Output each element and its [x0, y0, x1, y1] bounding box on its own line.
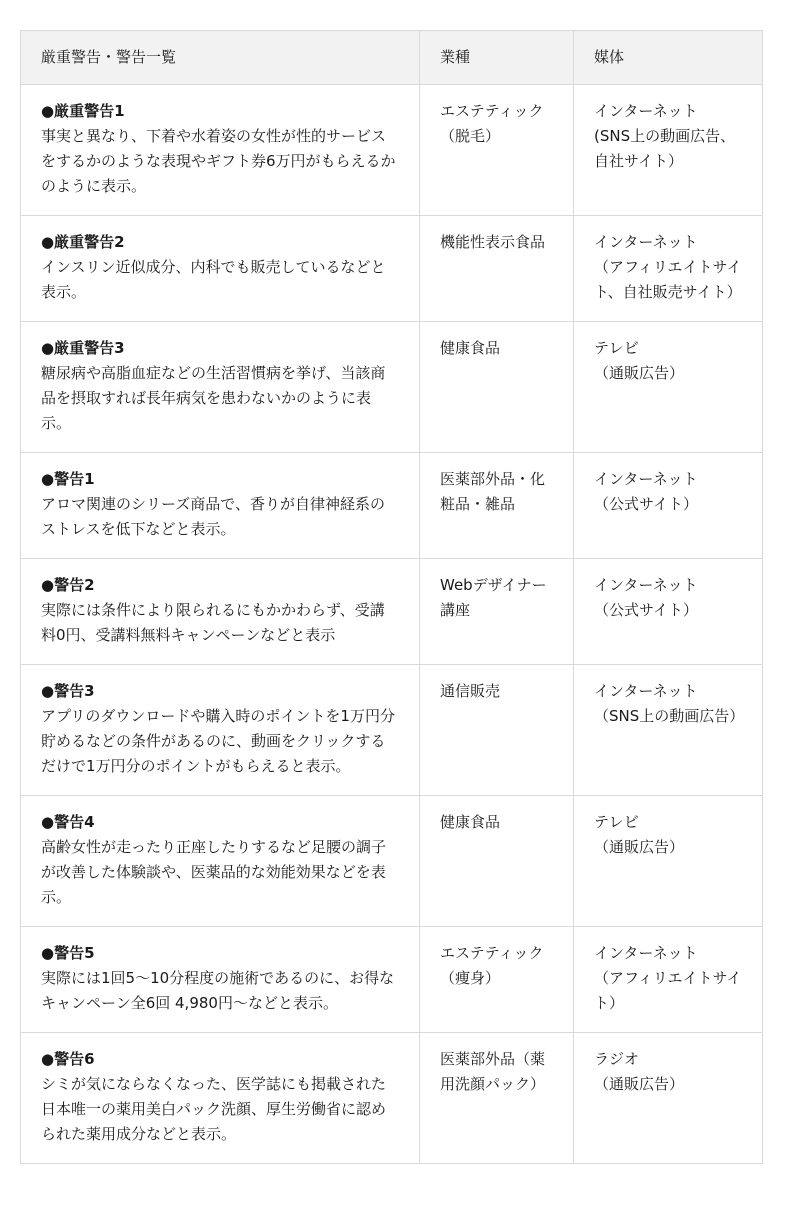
media-text: テレビ （通販広告） — [594, 339, 685, 382]
industry-cell — [420, 216, 574, 322]
warning-description: 実際には1回5〜10分程度の施術であるのに、お得なキャンペーン全6回 4,980円〜などと表示。 — [41, 969, 395, 1012]
table-row — [21, 665, 763, 796]
bullet-icon: ● — [41, 682, 55, 700]
warning-description: 糖尿病や高脂血症などの生活習慣病を挙げ、当該商品を摂取すれば長年病気を患わないかのように表示。 — [41, 364, 386, 432]
warning-description: 事実と異なり、下着や水着姿の女性が性的サービスをするかのような表現やギフト券6万円がもらえるかのように表示。 — [41, 127, 396, 195]
warning-description: 実際には条件により限られるにもかかわらず、受講料0円、受講料無料キャンペーンなどと表示 — [41, 601, 385, 644]
industry-text: 機能性表示食品 — [440, 233, 546, 251]
table-row — [21, 216, 763, 322]
warning-cell — [21, 1033, 420, 1164]
table-row — [21, 927, 763, 1033]
media-text: インターネット （公式サイト） — [594, 470, 698, 513]
warning-cell — [21, 453, 420, 559]
industry-cell — [420, 927, 574, 1033]
bullet-icon: ● — [41, 339, 55, 357]
media-text: インターネット （公式サイト） — [594, 576, 698, 619]
industry-text: エステティック （痩身） — [440, 944, 544, 987]
warning-cell — [21, 665, 420, 796]
warning-cell — [21, 927, 420, 1033]
bullet-icon: ● — [41, 470, 55, 488]
warning-description: 高齢女性が走ったり正座したりするなど足腰の調子が改善した体験談や、医薬品的な効能効果などを表示。 — [41, 838, 387, 906]
warning-description: シミが気にならなくなった、医学誌にも掲載された日本唯一の薬用美白パック洗顔、厚生労働省に認められた薬用成分などと表示。 — [41, 1075, 387, 1143]
warning-cell — [21, 216, 420, 322]
bullet-icon: ● — [41, 102, 55, 120]
bullet-icon: ● — [41, 813, 55, 831]
warning-cell — [21, 796, 420, 927]
media-text: ラジオ （通販広告） — [594, 1050, 685, 1093]
table-row — [21, 559, 763, 665]
industry-text: 健康食品 — [440, 339, 501, 357]
media-cell — [574, 453, 763, 559]
table-row — [21, 1033, 763, 1164]
media-cell — [574, 216, 763, 322]
warning-title: ●警告6 — [41, 1050, 95, 1068]
media-cell — [574, 665, 763, 796]
industry-cell — [420, 1033, 574, 1164]
warning-title: ●警告4 — [41, 813, 95, 831]
media-cell — [574, 796, 763, 927]
header-warning-list: 厳重警告・警告一覧 — [21, 31, 420, 85]
warning-title: ●厳重警告3 — [41, 339, 125, 357]
industry-cell — [420, 85, 574, 216]
table-row — [21, 453, 763, 559]
industry-cell — [420, 453, 574, 559]
warning-list-table — [20, 30, 763, 1164]
header-industry: 業種 — [420, 31, 574, 85]
warning-description: インスリン近似成分、内科でも販売しているなどと表示。 — [41, 258, 386, 301]
industry-text: エステティック （脱毛） — [440, 102, 544, 145]
industry-cell — [420, 665, 574, 796]
bullet-icon: ● — [41, 576, 55, 594]
table-header-row — [21, 31, 763, 85]
media-text: インターネット (SNS上の動画広告、自社サイト） — [594, 102, 736, 170]
warning-title: ●警告5 — [41, 944, 95, 962]
media-cell — [574, 322, 763, 453]
industry-text: Webデザイナー講座 — [440, 576, 547, 619]
warning-title: ●警告2 — [41, 576, 95, 594]
table-row — [21, 322, 763, 453]
media-cell — [574, 1033, 763, 1164]
industry-cell — [420, 322, 574, 453]
media-text: インターネット （アフィリエイトサイト） — [594, 944, 742, 1012]
warning-description: アプリのダウンロードや購入時のポイントを1万円分貯めるなどの条件があるのに、動画をクリックするだけで1万円分のポイントがもらえると表示。 — [41, 707, 395, 775]
media-cell — [574, 85, 763, 216]
warning-title: ●警告3 — [41, 682, 95, 700]
warning-cell — [21, 322, 420, 453]
warning-description: アロマ関連のシリーズ商品で、香りが自律神経系のストレスを低下などと表示。 — [41, 495, 385, 538]
table-row — [21, 85, 763, 216]
warning-cell — [21, 85, 420, 216]
industry-text: 通信販売 — [440, 682, 501, 700]
warning-title: ●警告1 — [41, 470, 95, 488]
industry-text: 医薬部外品・化粧品・雑品 — [440, 470, 546, 513]
table-row — [21, 796, 763, 927]
media-cell — [574, 927, 763, 1033]
bullet-icon: ● — [41, 944, 55, 962]
media-text: テレビ （通販広告） — [594, 813, 685, 856]
media-text: インターネット （SNS上の動画広告） — [594, 682, 745, 725]
bullet-icon: ● — [41, 233, 55, 251]
industry-text: 健康食品 — [440, 813, 501, 831]
media-cell — [574, 559, 763, 665]
warning-cell — [21, 559, 420, 665]
media-text: インターネット （アフィリエイトサイト、自社販売サイト） — [594, 233, 742, 301]
industry-cell — [420, 559, 574, 665]
industry-text: 医薬部外品（薬用洗顔パック） — [440, 1050, 546, 1093]
bullet-icon: ● — [41, 1050, 55, 1068]
warning-title: ●厳重警告1 — [41, 102, 125, 120]
header-media: 媒体 — [574, 31, 763, 85]
warning-title: ●厳重警告2 — [41, 233, 125, 251]
industry-cell — [420, 796, 574, 927]
